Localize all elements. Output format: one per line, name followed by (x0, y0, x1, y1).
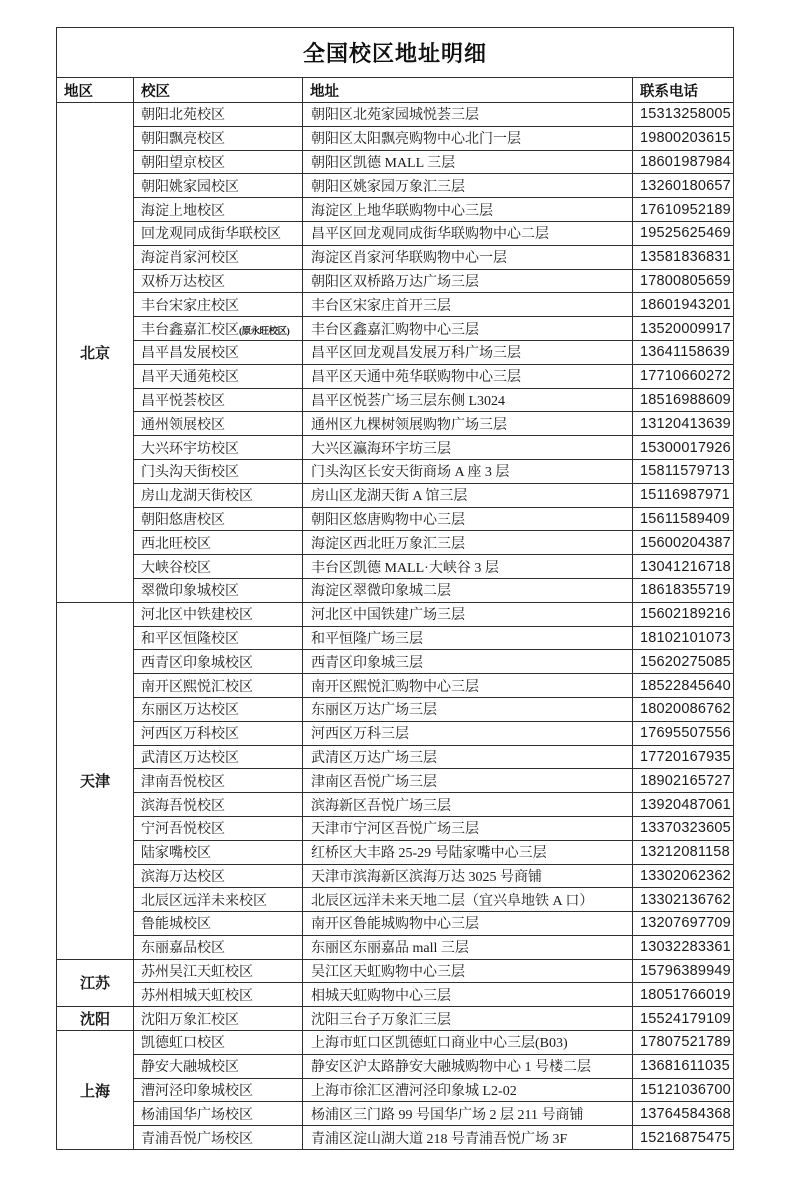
campus-name: 河西区万科校区 (141, 727, 239, 743)
campus-cell (134, 1126, 303, 1150)
phone-cell: 15600204387 (633, 531, 734, 555)
campus-name: 朝阳姚家园校区 (141, 179, 239, 195)
campus-cell (134, 1031, 303, 1055)
phone-cell: 18051766019 (633, 983, 734, 1007)
campus-cell (134, 697, 303, 721)
campus-name: 昌平天通苑校区 (141, 370, 239, 386)
campus-name: 北辰区远洋未来校区 (141, 893, 267, 909)
address-cell: 海淀区翠微印象城二层 (303, 578, 633, 602)
table-row (57, 888, 734, 912)
column-header-campus: 校区 (134, 78, 303, 103)
address-cell: 吴江区天虹购物中心三层 (303, 959, 633, 983)
campus-cell (134, 888, 303, 912)
address-cell: 海淀区肖家河华联购物中心一层 (303, 245, 633, 269)
campus-cell (134, 388, 303, 412)
phone-cell: 17695507556 (633, 721, 734, 745)
table-row (57, 674, 734, 698)
campus-name: 和平区恒隆校区 (141, 631, 239, 647)
campus-cell (134, 507, 303, 531)
campus-name: 朝阳悠唐校区 (141, 512, 225, 528)
campus-name: 鲁能城校区 (141, 917, 211, 933)
phone-cell: 19525625469 (633, 221, 734, 245)
address-cell: 朝阳区北苑家园城悦荟三层 (303, 103, 633, 127)
address-cell: 相城天虹购物中心三层 (303, 983, 633, 1007)
campus-name: 滨海吾悦校区 (141, 798, 225, 814)
address-cell: 丰台区凯德 MALL·大峡谷 3 层 (303, 555, 633, 579)
campus-cell (134, 1007, 303, 1031)
campus-name: 武清区万达校区 (141, 750, 239, 766)
table-row (57, 364, 734, 388)
address-cell: 东丽区万达广场三层 (303, 697, 633, 721)
campus-cell (134, 317, 303, 341)
campus-name: 丰台鑫嘉汇校区 (141, 322, 239, 338)
table-row (57, 959, 734, 983)
campus-name: 昌平昌发展校区 (141, 346, 239, 362)
campus-name: 静安大融城校区 (141, 1060, 239, 1076)
campus-cell (134, 1078, 303, 1102)
phone-cell: 15524179109 (633, 1007, 734, 1031)
campus-cell (134, 983, 303, 1007)
campus-name: 苏州相城天虹校区 (141, 988, 253, 1004)
campus-address-table (56, 27, 734, 1150)
address-cell: 朝阳区悠唐购物中心三层 (303, 507, 633, 531)
phone-cell: 13207697709 (633, 912, 734, 936)
phone-cell: 17800805659 (633, 269, 734, 293)
address-cell: 河北区中国铁建广场三层 (303, 602, 633, 626)
campus-cell (134, 150, 303, 174)
address-cell: 昌平区悦荟广场三层东侧 L3024 (303, 388, 633, 412)
table-row (57, 126, 734, 150)
phone-cell: 13920487061 (633, 793, 734, 817)
address-cell: 上海市徐汇区漕河泾印象城 L2-02 (303, 1078, 633, 1102)
address-cell: 北辰区远洋未来天地二层（宜兴阜地铁 A 口） (303, 888, 633, 912)
table-row (57, 697, 734, 721)
table-row (57, 935, 734, 959)
address-cell: 青浦区淀山湖大道 218 号青浦吾悦广场 3F (303, 1126, 633, 1150)
campus-name: 沈阳万象汇校区 (141, 1012, 239, 1028)
phone-cell: 17720167935 (633, 745, 734, 769)
phone-cell: 13212081158 (633, 840, 734, 864)
phone-cell: 18516988609 (633, 388, 734, 412)
campus-cell (134, 245, 303, 269)
campus-name: 陆家嘴校区 (141, 846, 211, 862)
campus-cell (134, 935, 303, 959)
address-cell: 朝阳区双桥路万达广场三层 (303, 269, 633, 293)
campus-cell (134, 126, 303, 150)
phone-cell: 18902165727 (633, 769, 734, 793)
address-cell: 红桥区大丰路 25-29 号陆家嘴中心三层 (303, 840, 633, 864)
phone-cell: 15796389949 (633, 959, 734, 983)
table-row (57, 602, 734, 626)
address-cell: 大兴区瀛海环宇坊三层 (303, 436, 633, 460)
campus-name: 杨浦国华广场校区 (141, 1107, 253, 1123)
phone-cell: 15216875475 (633, 1126, 734, 1150)
campus-name: 南开区熙悦汇校区 (141, 679, 253, 695)
address-cell: 东丽区东丽嘉品 mall 三层 (303, 935, 633, 959)
header-row (57, 78, 734, 103)
campus-cell (134, 269, 303, 293)
campus-name: 漕河泾印象城校区 (141, 1084, 253, 1100)
campus-name: 大兴环宇坊校区 (141, 441, 239, 457)
table-row (57, 983, 734, 1007)
campus-cell (134, 436, 303, 460)
table-row (57, 745, 734, 769)
campus-name: 丰台宋家庄校区 (141, 298, 239, 314)
address-cell: 昌平区回龙观昌发展万科广场三层 (303, 340, 633, 364)
campus-name: 双桥万达校区 (141, 274, 225, 290)
campus-cell (134, 412, 303, 436)
table-row (57, 150, 734, 174)
campus-cell (134, 221, 303, 245)
address-cell: 朝阳区凯德 MALL 三层 (303, 150, 633, 174)
address-cell: 沈阳三台子万象汇三层 (303, 1007, 633, 1031)
address-cell: 西青区印象城三层 (303, 650, 633, 674)
campus-name: 河北区中铁建校区 (141, 608, 253, 624)
address-cell: 昌平区天通中苑华联购物中心三层 (303, 364, 633, 388)
campus-cell (134, 769, 303, 793)
address-cell: 南开区鲁能城购物中心三层 (303, 912, 633, 936)
table-row (57, 912, 734, 936)
phone-cell: 17710660272 (633, 364, 734, 388)
phone-cell: 13764584368 (633, 1102, 734, 1126)
region-cell: 江苏 (57, 959, 134, 1007)
campus-name: 昌平悦荟校区 (141, 393, 225, 409)
phone-cell: 15116987971 (633, 483, 734, 507)
table-row (57, 555, 734, 579)
campus-name: 翠微印象城校区 (141, 584, 239, 600)
phone-cell: 13581836831 (633, 245, 734, 269)
address-cell: 天津市滨海新区滨海万达 3025 号商铺 (303, 864, 633, 888)
region-cell: 上海 (57, 1031, 134, 1150)
campus-cell (134, 864, 303, 888)
phone-cell: 13260180657 (633, 174, 734, 198)
campus-cell (134, 103, 303, 127)
table-row (57, 269, 734, 293)
table-row (57, 793, 734, 817)
phone-cell: 17807521789 (633, 1031, 734, 1055)
phone-cell: 13032283361 (633, 935, 734, 959)
phone-cell: 18522845640 (633, 674, 734, 698)
address-cell: 河西区万科三层 (303, 721, 633, 745)
campus-cell (134, 1102, 303, 1126)
phone-cell: 18618355719 (633, 578, 734, 602)
table-row (57, 1102, 734, 1126)
table-row (57, 174, 734, 198)
address-cell: 武清区万达广场三层 (303, 745, 633, 769)
address-cell: 海淀区上地华联购物中心三层 (303, 198, 633, 222)
campus-name: 海淀上地校区 (141, 203, 225, 219)
phone-cell: 15602189216 (633, 602, 734, 626)
campus-cell (134, 626, 303, 650)
table-row (57, 1126, 734, 1150)
campus-cell (134, 1054, 303, 1078)
region-cell: 沈阳 (57, 1007, 134, 1031)
campus-cell (134, 816, 303, 840)
campus-name: 通州领展校区 (141, 417, 225, 433)
address-cell: 朝阳区太阳飘亮购物中心北门一层 (303, 126, 633, 150)
phone-cell: 18102101073 (633, 626, 734, 650)
table-row (57, 507, 734, 531)
campus-name: 东丽嘉品校区 (141, 941, 225, 957)
address-cell: 门头沟区长安天街商场 A 座 3 层 (303, 459, 633, 483)
campus-name: 大峡谷校区 (141, 560, 211, 576)
campus-cell (134, 198, 303, 222)
campus-cell (134, 364, 303, 388)
table-row (57, 412, 734, 436)
table-row (57, 436, 734, 460)
address-cell: 滨海新区吾悦广场三层 (303, 793, 633, 817)
phone-cell: 18020086762 (633, 697, 734, 721)
address-cell: 津南区吾悦广场三层 (303, 769, 633, 793)
campus-note: (原永旺校区) (239, 326, 290, 337)
table-row (57, 864, 734, 888)
phone-cell: 15313258005 (633, 103, 734, 127)
address-cell: 上海市虹口区凯德虹口商业中心三层(B03) (303, 1031, 633, 1055)
campus-cell (134, 555, 303, 579)
address-cell: 通州区九棵树领展购物广场三层 (303, 412, 633, 436)
table-row (57, 388, 734, 412)
campus-cell (134, 578, 303, 602)
campus-name: 海淀肖家河校区 (141, 251, 239, 267)
phone-cell: 17610952189 (633, 198, 734, 222)
campus-cell (134, 293, 303, 317)
phone-cell: 15611589409 (633, 507, 734, 531)
campus-name: 朝阳北苑校区 (141, 108, 225, 124)
address-cell: 丰台区宋家庄首开三层 (303, 293, 633, 317)
phone-cell: 13641158639 (633, 340, 734, 364)
phone-cell: 15620275085 (633, 650, 734, 674)
page-title: 全国校区地址明细 (57, 28, 734, 78)
table-row (57, 317, 734, 341)
campus-name: 宁河吾悦校区 (141, 822, 225, 838)
column-header-region: 地区 (57, 78, 134, 103)
campus-cell (134, 459, 303, 483)
phone-cell: 15300017926 (633, 436, 734, 460)
table-row (57, 1031, 734, 1055)
campus-name: 苏州吴江天虹校区 (141, 965, 253, 981)
table-row (57, 816, 734, 840)
phone-cell: 13370323605 (633, 816, 734, 840)
campus-cell (134, 745, 303, 769)
phone-cell: 13041216718 (633, 555, 734, 579)
column-header-phone: 联系电话 (633, 78, 734, 103)
phone-cell: 13302136762 (633, 888, 734, 912)
phone-cell: 15811579713 (633, 459, 734, 483)
table-row (57, 769, 734, 793)
campus-cell (134, 483, 303, 507)
table-row (57, 840, 734, 864)
campus-cell (134, 174, 303, 198)
address-cell: 南开区熙悦汇购物中心三层 (303, 674, 633, 698)
campus-name: 津南吾悦校区 (141, 774, 225, 790)
table-row (57, 650, 734, 674)
address-cell: 房山区龙湖天街 A 馆三层 (303, 483, 633, 507)
campus-cell (134, 650, 303, 674)
table-row (57, 626, 734, 650)
column-header-address: 地址 (303, 78, 633, 103)
table-row (57, 721, 734, 745)
address-cell: 昌平区回龙观同成街华联购物中心二层 (303, 221, 633, 245)
table-row (57, 198, 734, 222)
campus-name: 房山龙湖天街校区 (141, 489, 253, 505)
phone-cell: 13120413639 (633, 412, 734, 436)
table-row (57, 459, 734, 483)
phone-cell: 13681611035 (633, 1054, 734, 1078)
campus-cell (134, 340, 303, 364)
campus-cell (134, 674, 303, 698)
table-row (57, 531, 734, 555)
phone-cell: 13302062362 (633, 864, 734, 888)
table-row (57, 483, 734, 507)
campus-cell (134, 912, 303, 936)
region-cell: 北京 (57, 103, 134, 603)
campus-name: 朝阳望京校区 (141, 155, 225, 171)
address-cell: 海淀区西北旺万象汇三层 (303, 531, 633, 555)
campus-cell (134, 602, 303, 626)
table-row (57, 578, 734, 602)
campus-name: 西北旺校区 (141, 536, 211, 552)
region-cell: 天津 (57, 602, 134, 959)
campus-name: 回龙观同成街华联校区 (141, 227, 281, 243)
table-row (57, 221, 734, 245)
table-row (57, 340, 734, 364)
campus-cell (134, 721, 303, 745)
title-row (57, 28, 734, 78)
campus-name: 东丽区万达校区 (141, 703, 239, 719)
phone-cell: 19800203615 (633, 126, 734, 150)
campus-name: 青浦吾悦广场校区 (141, 1131, 253, 1147)
campus-name: 朝阳飘亮校区 (141, 132, 225, 148)
table-row (57, 245, 734, 269)
document-sheet (56, 27, 734, 1150)
campus-cell (134, 793, 303, 817)
campus-name: 西青区印象城校区 (141, 655, 253, 671)
campus-cell (134, 959, 303, 983)
table-row (57, 1054, 734, 1078)
campus-name: 凯德虹口校区 (141, 1036, 225, 1052)
phone-cell: 13520009917 (633, 317, 734, 341)
campus-name: 门头沟天街校区 (141, 465, 239, 481)
table-row (57, 1078, 734, 1102)
address-cell: 朝阳区姚家园万象汇三层 (303, 174, 633, 198)
campus-cell (134, 840, 303, 864)
campus-cell (134, 531, 303, 555)
address-cell: 天津市宁河区吾悦广场三层 (303, 816, 633, 840)
table-row (57, 103, 734, 127)
table-body (57, 103, 734, 1150)
phone-cell: 15121036700 (633, 1078, 734, 1102)
phone-cell: 18601987984 (633, 150, 734, 174)
address-cell: 和平恒隆广场三层 (303, 626, 633, 650)
table-row (57, 293, 734, 317)
address-cell: 杨浦区三门路 99 号国华广场 2 层 211 号商铺 (303, 1102, 633, 1126)
address-cell: 丰台区鑫嘉汇购物中心三层 (303, 317, 633, 341)
table-row (57, 1007, 734, 1031)
phone-cell: 18601943201 (633, 293, 734, 317)
campus-name: 滨海万达校区 (141, 869, 225, 885)
address-cell: 静安区沪太路静安大融城购物中心 1 号楼二层 (303, 1054, 633, 1078)
